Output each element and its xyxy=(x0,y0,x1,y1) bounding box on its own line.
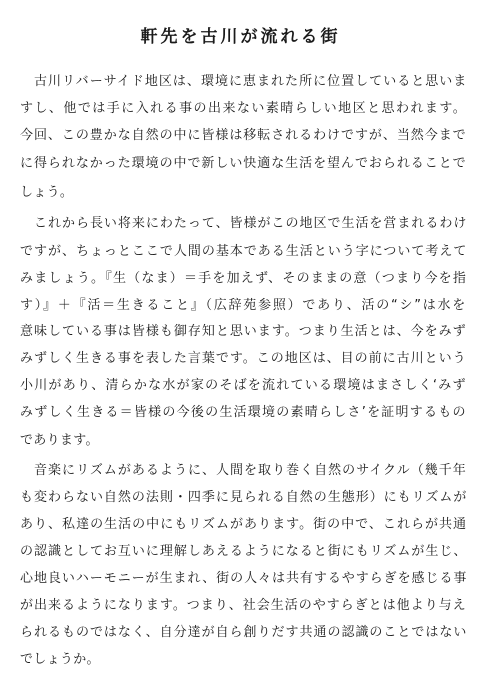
body-line: すし、他では手に入れる事の出来ない素晴らしい地区と思われます。 xyxy=(20,101,468,116)
body-line: 心地良いハーモニーが生まれ、街の人々は共有するやすらぎを感じる事 xyxy=(20,571,468,586)
body-line: 音楽にリズムがあるように、人間を取り巻く自然のサイクル（幾千年 xyxy=(20,463,467,478)
body-line: 今回、この豊かな自然の中に皆様は移転されるわけですが、当然今まで xyxy=(20,128,467,143)
body-line: が出来るようになります。つまり、社会生活のやすらぎとは他より与え xyxy=(20,598,467,613)
body-line: 古川リバーサイド地区は、環境に恵まれた所に位置していると思いま xyxy=(20,74,468,89)
body-line: あり、私達の生活の中にもリズムがあります。街の中で、これらが共通 xyxy=(20,517,468,532)
body-line: でしょうか。 xyxy=(20,652,100,667)
body-line: みましょう。『生（なま）＝手を加えず、そのままの意（つまり今を指 xyxy=(20,271,468,286)
body-line: 小川があり、清らかな水が家のそばを流れている環境はまさしく‘みず xyxy=(20,378,467,393)
body-line: ですが、ちょっとここで人間の基本である生活という字について考えて xyxy=(20,244,468,259)
body-line: も変わらない自然の法則・四季に見られる自然の生態形）にもリズムが xyxy=(20,490,468,505)
body-line: しょう。 xyxy=(20,185,74,200)
body-line: これから長い将来にわたって、皆様がこの地区で生活を営まれるわけ xyxy=(20,216,468,231)
document-title: 軒先を古川が流れる街 xyxy=(140,27,341,47)
body-line: に得られなかった環境の中で新しい快適な生活を望んでおられることで xyxy=(20,156,467,171)
body-line: みずしく生きる＝皆様の今後の生活環境の素晴らしさ’を証明するもの xyxy=(20,405,467,420)
body-line: みずしく生きる事を表した言葉です。この地区は、目の前に古川という xyxy=(20,351,467,366)
body-line: す）』＋『活＝生きること』（広辞苑参照）であり、活の“シ”は水を xyxy=(20,298,468,313)
body-line: の認識としてお互いに理解しあえるようになると街にもリズムが生じ、 xyxy=(20,544,468,559)
body-line: であります。 xyxy=(20,433,99,448)
body-line: 意味している事は皆様も御存知と思います。つまり生活とは、今をみず xyxy=(20,324,467,339)
body-line: られるものではなく、自分達が自ら創りだす共通の認識のことではない xyxy=(20,625,468,640)
